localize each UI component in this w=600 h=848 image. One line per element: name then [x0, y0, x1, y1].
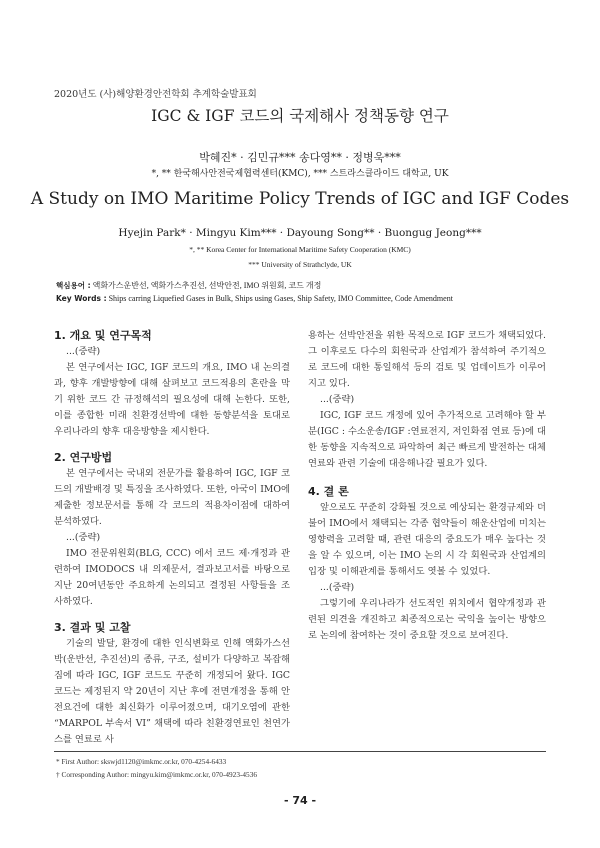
korean-authors: 박혜진* · 김민규*** 송다영** · 정병욱***: [199, 151, 401, 164]
section-3-body: 기술의 발달, 환경에 대한 인식변화로 인해 액화가스선박(운반선, 추진선)의 종류, 구조, 설비가 다양하고 복잡해짐에 따라 IGC, IGF 코드도 꾸준히 개정되어 왔다. IGC 코드는 제정된지 약 20년이 지난 후에 전면개정을 통해 안전요건에 대한 최신화가 이루어졌으며, 대기오염에 관한 “MARPOL 부속서 VI” 채택에 따라 친환경연료인 천연가스를 연료로 사: [54, 638, 290, 745]
english-affiliation-strathclyde: *** University of Strathclyde, UK: [248, 260, 352, 269]
first-author-footnote: * First Author: skswjd1120@imkmc.or.kr, 070-4254-6433: [56, 757, 227, 766]
proceedings-header: 2020년도 (사)해양환경안전학회 추계학술발표회: [54, 89, 257, 100]
section-1-body: 본 연구에서는 IGC, IGF 코드의 개요, IMO 내 논의결과, 향후 개발방향에 대해 살펴보고 코드적용의 혼란을 막기 위한 코드 간 규정해석의 필요성에 대해 논한다. 또한, 이를 종합한 미래 친환경선박에 대한 동향분석을 토대로 우리나라의 향후 대응방향을 제시한다.: [54, 362, 290, 437]
section-4-body-2: 그렇기에 우리나라가 선도적인 위치에서 협약개정과 관련된 의견을 개진하고 최종적으로는 국익을 높이는 방향으로 논의에 참여하는 것이 중요할 것으로 보여진다.: [308, 598, 546, 641]
section-4-body: 앞으로도 꾸준히 강화될 것으로 예상되는 환경규제와 더불어 IMO에서 채택되는 각종 협약들이 해운산업에 미치는 영향력을 고려할 때, 관련 대응의 중요도가 매우 높다는 것을 알 수 있으며, 이는 IMO 논의 시 각 회원국과 산업계의 입장 및 이해관계를 통해서도 엿볼 수 있었다.: [308, 502, 546, 577]
section-2-omission: ...(중략): [66, 532, 101, 543]
section-2-body: 본 연구에서는 국내외 전문가를 활용하여 IGC, IGF 코드의 개발배경 및 특징을 조사하였다. 또한, 아국이 IMO에 제출한 정보문서를 통해 각 코드의 적용차이점에 대하여 분석하였다.: [54, 468, 291, 527]
english-title: A Study on IMO Maritime Policy Trends of IGC and IGF Codes: [30, 189, 570, 209]
section-2-heading: 2. 연구방법: [54, 451, 113, 464]
section-1-heading: 1. 개요 및 연구목적: [54, 329, 152, 342]
english-authors: Hyejin Park* · Mingyu Kim*** · Dayoung Song** · Buongug Jeong***: [118, 227, 482, 239]
english-keywords-text: Ships carring Liquefied Gases in Bulk, Ships using Gases, Ship Safety, IMO Committee, Code Amendment: [108, 294, 453, 303]
korean-title: IGC & IGF 코드의 국제해사 정책동향 연구: [151, 107, 449, 125]
english-keywords: [56, 294, 453, 303]
right-column: [308, 328, 546, 644]
english-keywords-label: Key Words :: [56, 294, 107, 303]
korean-affiliation: *, ** 한국해사안전국제협력센터(KMC), *** 스트라스클라이드 대학교, UK: [151, 169, 449, 179]
left-column: [54, 328, 290, 748]
corresponding-author-footnote: † Corresponding Author: mingyu.kim@imkmc.or.kr, 070-4923-4536: [56, 770, 257, 779]
section-2-body-2: IMO 전문위원회(BLG, CCC) 에서 코드 제·개정과 관련하여 IMODOCS 내 의제문서, 결과보고서를 바탕으로 지난 20여년동안 주요하게 논의되고 결정된 사항들을 조사하였다.: [54, 548, 290, 607]
korean-keywords-text: 액화가스운반선, 액화가스추진선, 선박안전, IMO 위원회, 코드 개정: [92, 281, 322, 290]
section-1-omission: ...(중략): [66, 346, 101, 357]
section-3-body-2: IGC, IGF 코드 개정에 있어 추가적으로 고려해야 할 부분(IGC : 수소운송/IGF :연료전지, 저인화점 연료 등)에 대한 동향을 지속적으로 파악하여 최근 빠르게 발전하는 대체 연료와 관련 기술에 대응해나갈 필요가 있다.: [308, 410, 546, 469]
section-4-omission: ...(중략): [320, 582, 355, 593]
section-3-heading: 3. 결과 및 고찰: [54, 621, 131, 634]
section-4-heading: 4. 결 론: [308, 485, 349, 498]
korean-keywords: [56, 280, 321, 291]
section-3-omission: ...(중략): [320, 394, 355, 405]
korean-keywords-label: 핵심용어 :: [56, 281, 91, 290]
section-3-continued: 용하는 선박안전을 위한 목적으로 IGF 코드가 채택되었다. 그 이후로도 다수의 회원국과 산업계가 참석하여 주기적으로 코드에 대한 통일해석 등의 검토 및 업데이트가 이루어지고 있다.: [308, 330, 546, 389]
english-affiliation-kmc: *, ** Korea Center for International Maritime Safety Cooperation (KMC): [189, 245, 411, 254]
footnote-divider: [54, 751, 546, 752]
page-number: - 74 -: [283, 794, 317, 807]
